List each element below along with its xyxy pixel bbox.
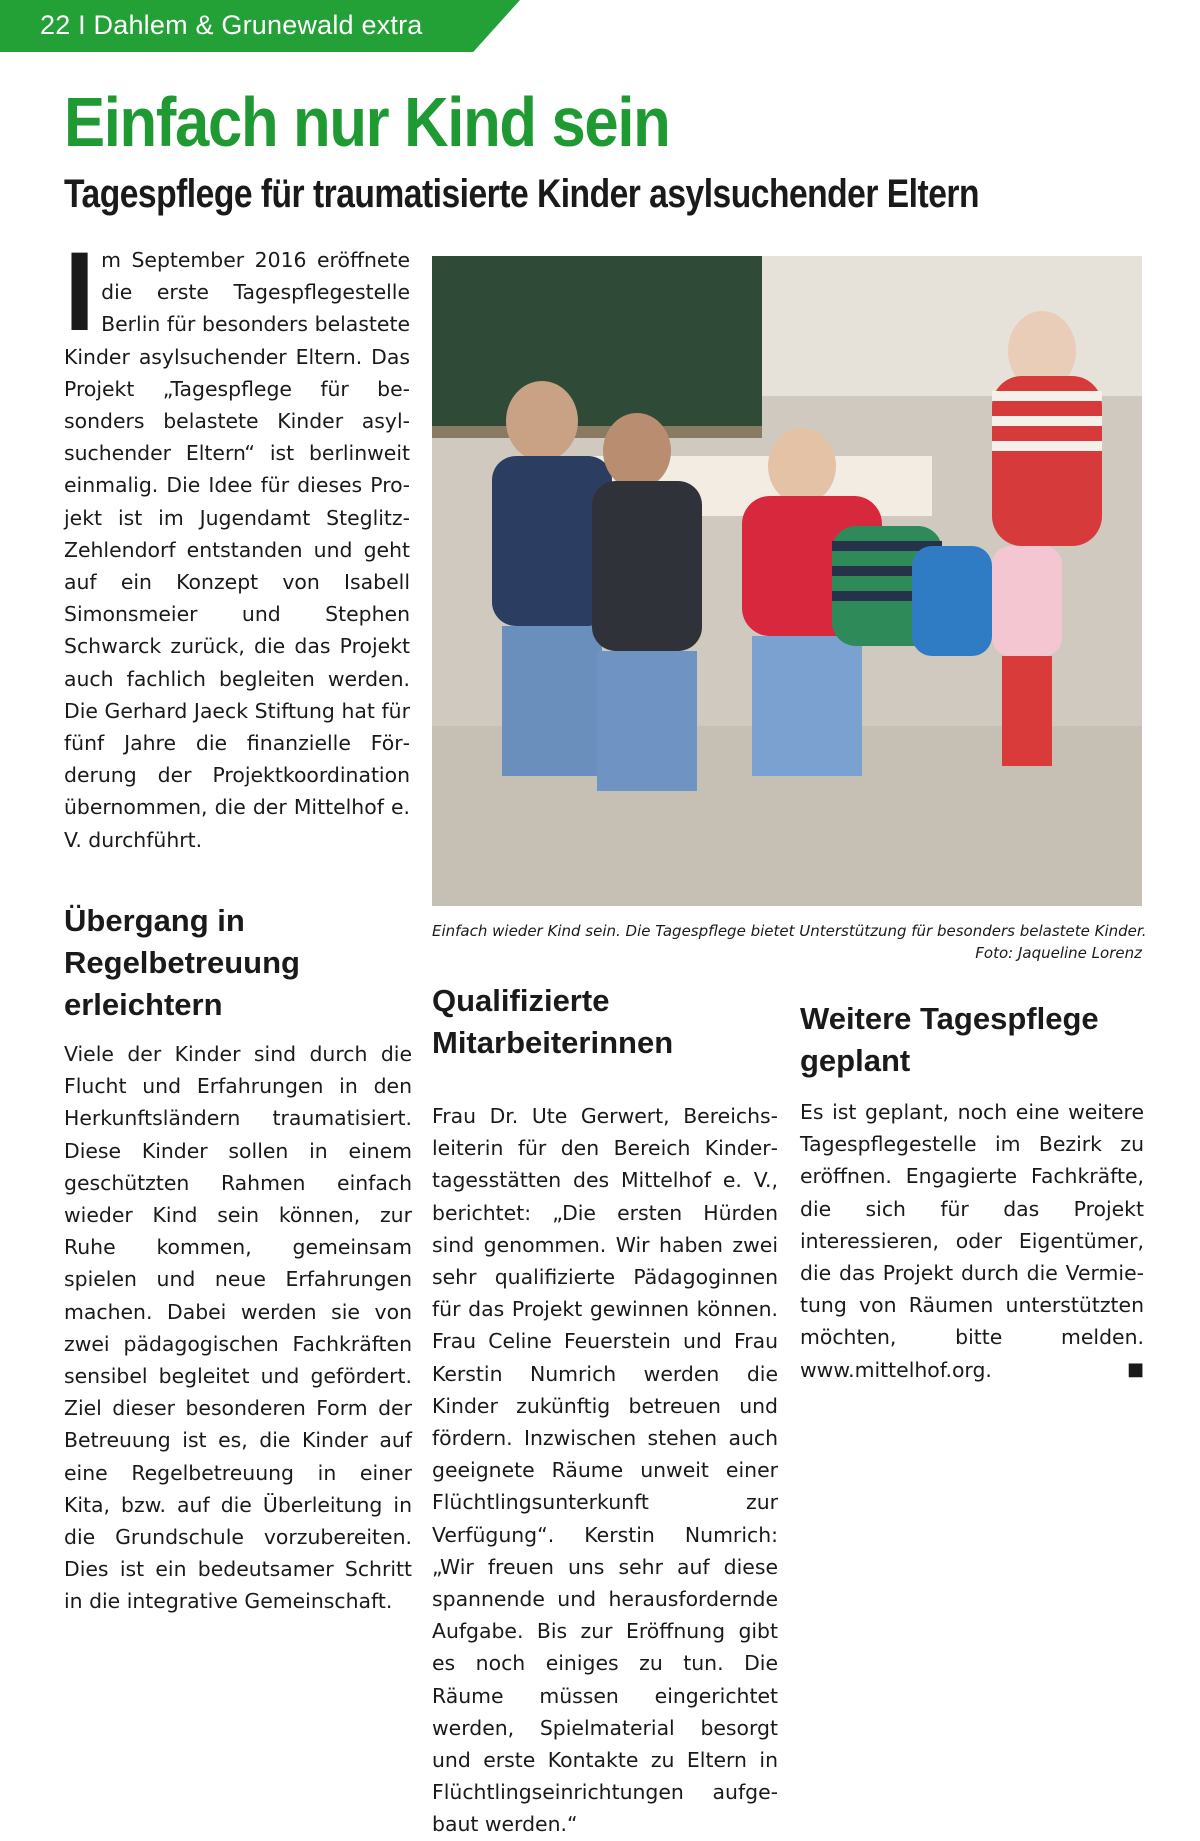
photo-caption <box>432 920 1147 964</box>
intro-paragraph <box>64 229 410 856</box>
article-title: Einfach nur Kind sein <box>64 83 670 161</box>
photo-credit: Foto: Jaqueline Lorenz <box>975 944 1142 962</box>
section-heading: Weitere Tagespflege geplant <box>800 1001 1099 1078</box>
dropcap: I <box>64 229 96 354</box>
intro-text: m September 2016 eröffnete die erste Tagespflegestelle Berlin für besonders belastete Kinder asylsuchender Eltern. Das Projekt „Tagespflege für besonders belastete Kinder asylsuchender Eltern“ ist berlinweit einmalig. Die Idee für dieses Projekt ist im Jugendamt Steglitz-Zehlendorf entstanden und geht auf ein Konzept von Isabell Simonsmeier und Stephen Schwarck zurück, die das Projekt auch fachlich begleiten werden. Die Gerhard Jaeck Stiftung hat für fünf Jahre die finanzielle Förderung der Projektkoordination übernommen, die der Mittelhof e. V. durchführt. <box>64 248 410 852</box>
article-subtitle: Tagespflege für traumatisierte Kinder asylsuchender Eltern <box>64 172 979 216</box>
section-transition <box>64 900 412 1618</box>
article-photo <box>432 256 1142 906</box>
section-heading: Qualifizierte Mitarbeiterinnen <box>432 983 674 1060</box>
children-playing-photo <box>432 256 1142 906</box>
section-body: Frau Dr. Ute Gerwert, Bereichsleiterin für den Bereich Kindertagesstätten des Mittelhof e. V., berichtet: „Die ersten Hürden sind genommen. Wir haben zwei sehr qualifizierte Pädagoginnen für das Projekt gewinnen können. Frau Celine Feuerstein und Frau Kerstin Numrich werden die Kinder zukünftig betreuen und fördern. Inzwischen stehen auch geeignete Räume unweit einer Flüchtlingsunterkunft zur Verfügung“. Kerstin Numrich: „Wir freuen uns sehr auf diese spannende und herausfordernde Aufgabe. Bis zur Eröffnung gibt es noch einiges zu tun. Die Räume müssen eingerichtet werden, Spielmaterial besorgt und erste Kontakte zu Eltern in Flüchtlingseinrichtungen aufgebaut werden.“ <box>432 1104 778 1837</box>
section-body <box>800 1096 1144 1386</box>
section-header-label: 22 I Dahlem & Grunewald extra <box>40 10 423 40</box>
section-body: Viele der Kinder sind durch die Flucht und Erfahrungen in den Herkunftsländern traumatisiert. Diese Kinder sollen in einem geschützten Rahmen einfach wieder Kind sein können, zur Ruhe kommen, gemeinsam spielen und neue Erfahrungen machen. Dabei werden sie von zwei pädagogischen Fachkräften sensibel begleitet und gefördert. Ziel dieser besonderen Form der Betreuung ist es, die Kinder auf eine Regelbetreuung in einer Kita, bzw. auf die Überleitung in die Grundschule vorzubereiten. Dies ist ein bedeutsamer Schritt in die integrative Gemeinschaft. <box>64 1042 412 1614</box>
caption-text: Einfach wieder Kind sein. Die Tagespflege bietet Unterstützung für besonders belastete Kinder. <box>432 922 1147 940</box>
section-plans <box>800 976 1144 1386</box>
section-body-text: Es ist geplant, noch eine weitere Tagespflegestelle im Bezirk zu eröffnen. Engagierte Fachkräfte, die sich für das Projekt interessieren, oder Eigentümer, die das Projekt durch die Vermietung von Räumen unterstützten möchten, bitte melden. www.mittelhof.org. <box>800 1100 1144 1382</box>
section-staff <box>432 980 778 1841</box>
end-of-article-mark: ■ <box>1126 1358 1144 1380</box>
section-heading: Übergang in Regelbetreuung erleichtern <box>64 903 300 1022</box>
